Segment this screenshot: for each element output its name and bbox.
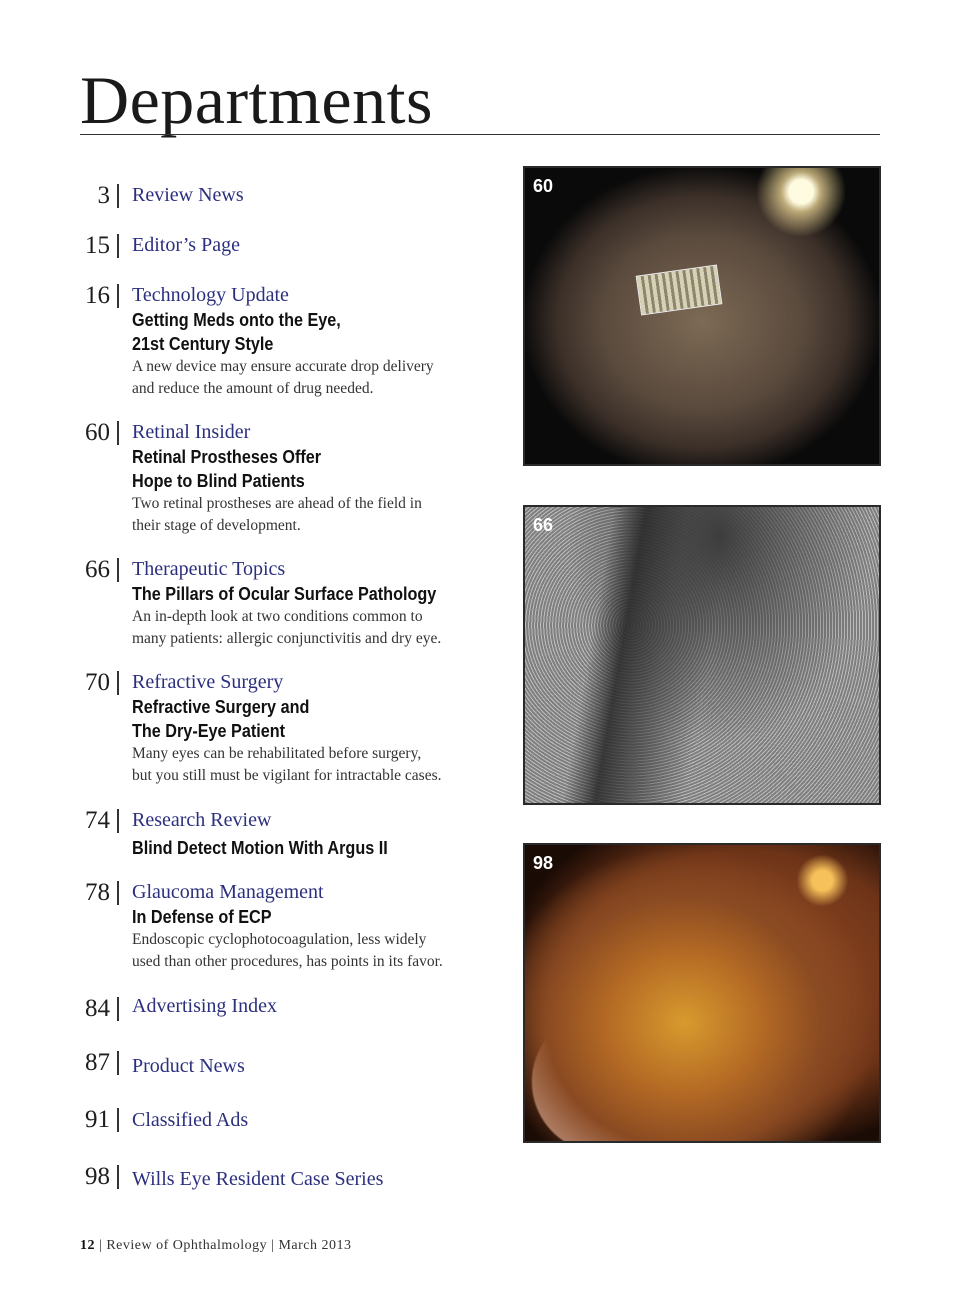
- implant-chip: [636, 264, 723, 315]
- page-number: 15: [85, 232, 110, 259]
- divider: [117, 234, 119, 258]
- department-link[interactable]: Retinal Insider: [132, 421, 251, 443]
- toc-entry[interactable]: [80, 280, 500, 405]
- photo-fundus-montage[interactable]: [523, 843, 881, 1143]
- divider: [117, 558, 119, 582]
- page-number: 84: [85, 995, 110, 1022]
- page-number: 74: [85, 807, 110, 834]
- footer-page-number: 12: [80, 1238, 95, 1253]
- department-link[interactable]: Glaucoma Management: [132, 881, 324, 903]
- divider: [117, 809, 119, 833]
- toc-entry[interactable]: [80, 554, 500, 654]
- toc-entry[interactable]: [80, 1163, 500, 1203]
- photo-page-label: 98: [533, 853, 554, 873]
- toc-entry[interactable]: [80, 1106, 500, 1146]
- divider: [117, 1051, 119, 1075]
- page-number: 98: [85, 1163, 110, 1190]
- department-link[interactable]: Refractive Surgery: [132, 671, 284, 693]
- divider: [117, 997, 119, 1021]
- department-link[interactable]: Editor’s Page: [132, 234, 240, 256]
- divider: [117, 1165, 119, 1189]
- page-number: 3: [97, 182, 110, 209]
- article-headline[interactable]: Refractive Surgery and The Dry-Eye Patient: [132, 697, 310, 741]
- article-headline[interactable]: The Pillars of Ocular Surface Pathology: [132, 584, 437, 604]
- divider: [117, 881, 119, 905]
- department-link[interactable]: Therapeutic Topics: [132, 558, 286, 580]
- toc-entry[interactable]: [80, 993, 500, 1033]
- article-description: A new device may ensure accurate drop delivery and reduce the amount of drug needed.: [132, 358, 434, 397]
- article-headline[interactable]: Blind Detect Motion With Argus II: [132, 838, 388, 858]
- footer-issue: March 2013: [278, 1238, 352, 1253]
- page-footer: [80, 1238, 351, 1254]
- article-headline[interactable]: In Defense of ECP: [132, 907, 272, 927]
- department-link[interactable]: Research Review: [132, 809, 272, 831]
- page-number: 91: [85, 1106, 110, 1133]
- photo-page-label: 66: [533, 515, 554, 535]
- article-description: Endoscopic cyclophotocoagulation, less widely used than other procedures, has points in its favor.: [132, 931, 443, 970]
- divider: [117, 184, 119, 208]
- page-number: 66: [85, 556, 110, 583]
- department-link[interactable]: Classified Ads: [132, 1109, 249, 1131]
- photo-page-label: 60: [533, 176, 554, 196]
- toc-entry[interactable]: [80, 230, 500, 270]
- department-link[interactable]: Advertising Index: [132, 995, 277, 1017]
- article-headline[interactable]: Retinal Prostheses Offer Hope to Blind Patients: [132, 447, 322, 491]
- article-headline[interactable]: Getting Meds onto the Eye, 21st Century Style: [132, 310, 341, 354]
- divider: [117, 1108, 119, 1132]
- divider: [117, 671, 119, 695]
- page-title: Departments: [80, 62, 433, 138]
- toc-entry[interactable]: [80, 180, 500, 220]
- article-description: Two retinal prostheses are ahead of the field in their stage of development.: [132, 495, 422, 534]
- department-link[interactable]: Product News: [132, 1055, 245, 1077]
- footer-separator: |: [271, 1238, 275, 1253]
- footer-separator: |: [99, 1238, 103, 1253]
- page-number: 70: [85, 669, 110, 696]
- page-number: 78: [85, 879, 110, 906]
- photo-retinal-prosthesis[interactable]: [523, 166, 881, 466]
- title-rule: [80, 134, 880, 135]
- toc-entry[interactable]: [80, 667, 500, 792]
- divider: [117, 421, 119, 445]
- department-link[interactable]: Review News: [132, 184, 244, 206]
- toc-entry[interactable]: [80, 877, 500, 977]
- toc-entry[interactable]: [80, 417, 500, 542]
- article-description: An in-depth look at two conditions common to many patients: allergic conjunctivitis and dry eye.: [132, 608, 442, 647]
- divider: [117, 284, 119, 308]
- page-number: 87: [85, 1049, 110, 1076]
- toc-entry[interactable]: [80, 805, 500, 865]
- page-number: 16: [85, 282, 110, 309]
- page-number: 60: [85, 419, 110, 446]
- department-link[interactable]: Technology Update: [132, 284, 289, 306]
- footer-publication: Review of Ophthalmology: [106, 1238, 268, 1253]
- toc-entry[interactable]: [80, 1049, 500, 1089]
- photo-ocular-surface[interactable]: [523, 505, 881, 805]
- article-description: Many eyes can be rehabilitated before surgery, but you still must be vigilant for intractable cases.: [132, 745, 442, 784]
- department-link[interactable]: Wills Eye Resident Case Series: [132, 1168, 384, 1190]
